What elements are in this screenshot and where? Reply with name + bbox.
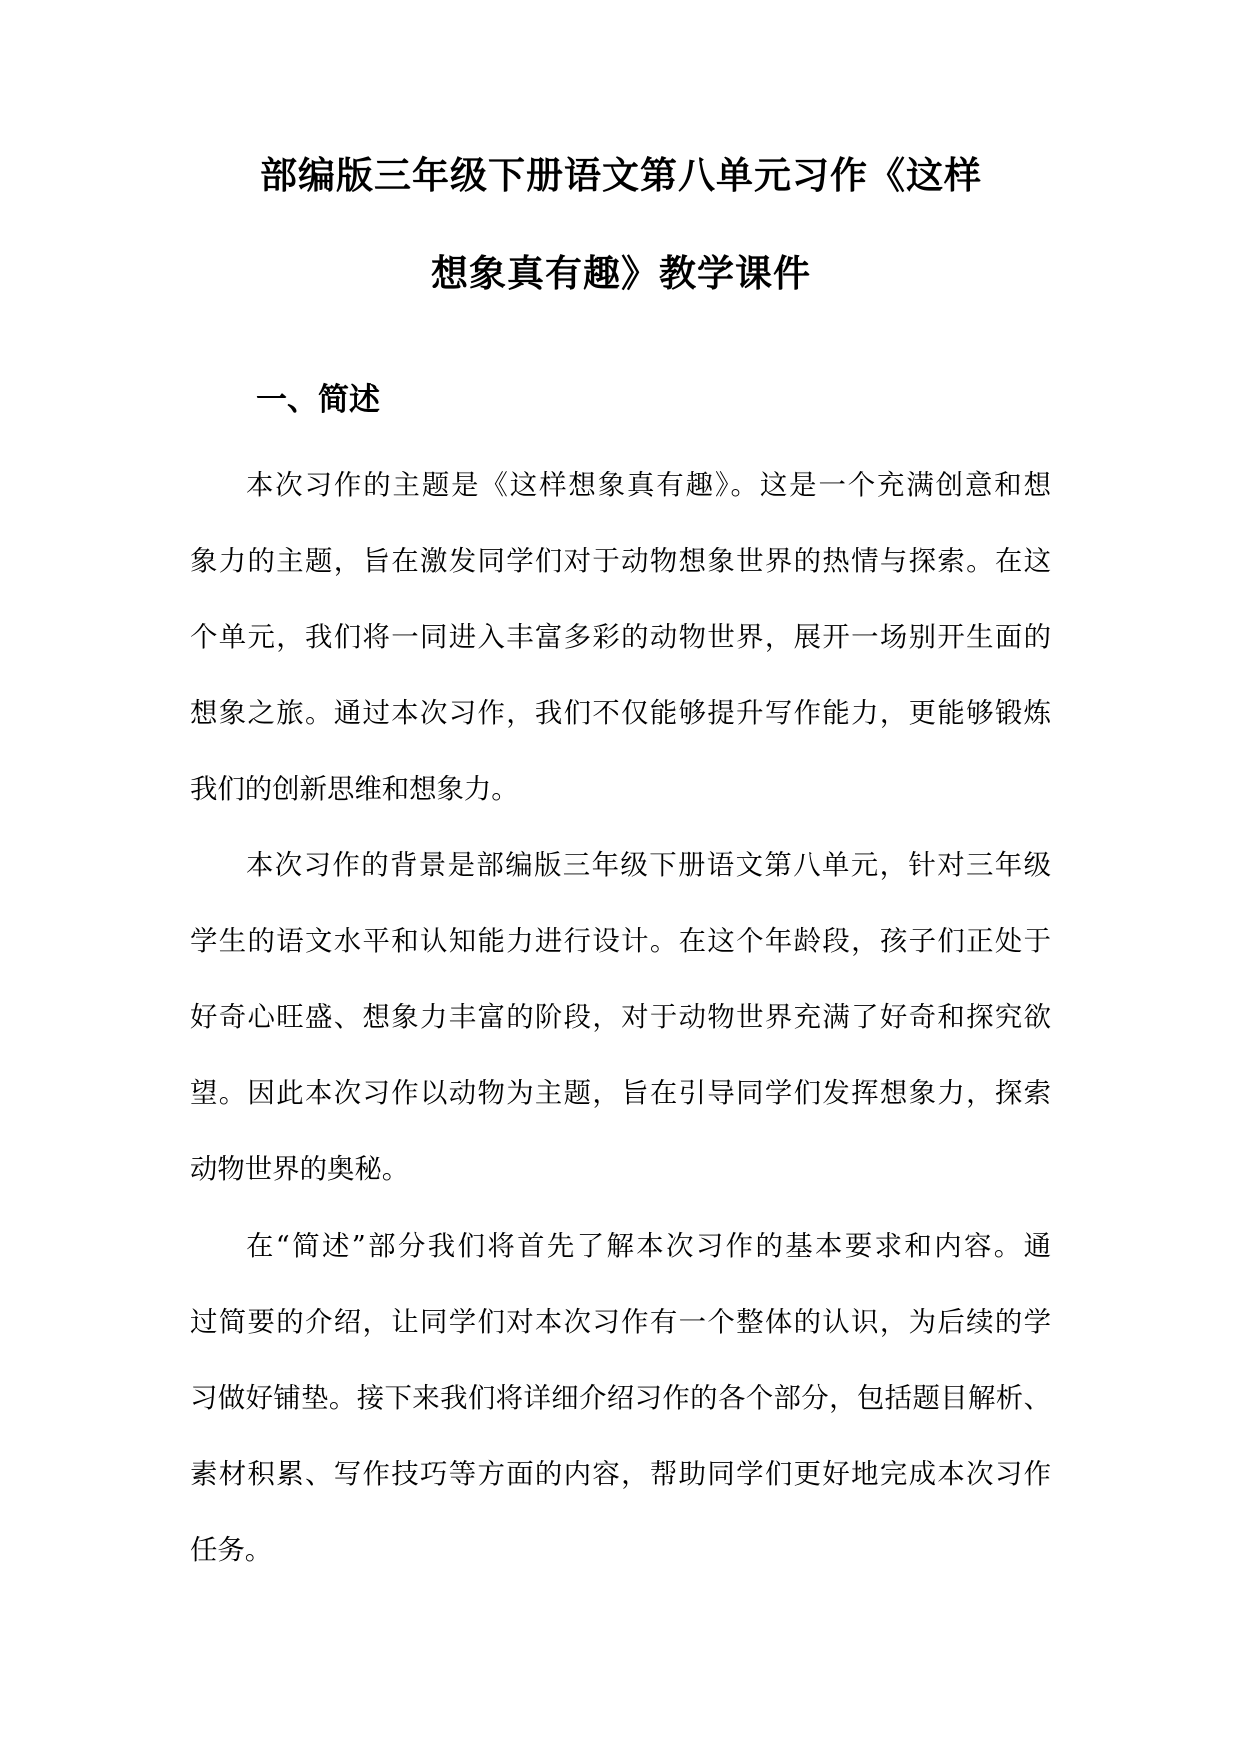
paragraph-2-line-1: 本次习作的背景是部编版三年级下册语文第八单元，针对三年级: [246, 850, 1051, 881]
paragraph-2-line-3: 好奇心旺盛、想象力丰富的阶段，对于动物世界充满了好奇和探究欲: [190, 1002, 1051, 1033]
paragraph-2-line-2: 学生的语文水平和认知能力进行设计。在这个年龄段，孩子们正处于: [190, 926, 1051, 957]
paragraph-1-line-5: 我们的创新思维和想象力。: [190, 774, 519, 805]
document-title-line-1: 部编版三年级下册语文第八单元习作《这样: [260, 153, 982, 197]
section-heading: 一、简述: [256, 382, 380, 418]
paragraph-1-line-3: 个单元，我们将一同进入丰富多彩的动物世界，展开一场别开生面的: [190, 622, 1051, 653]
paragraph-3-line-4: 素材积累、写作技巧等方面的内容，帮助同学们更好地完成本次习作: [190, 1459, 1051, 1490]
paragraph-2-line-4: 望。因此本次习作以动物为主题，旨在引导同学们发挥想象力，探索: [190, 1078, 1051, 1109]
paragraph-1-line-4: 想象之旅。通过本次习作，我们不仅能够提升写作能力，更能够锻炼: [190, 698, 1051, 729]
paragraph-3-line-2: 过简要的介绍，让同学们对本次习作有一个整体的认识，为后续的学: [190, 1307, 1051, 1338]
paragraph-2-line-5: 动物世界的奥秘。: [190, 1154, 410, 1185]
paragraph-1-line-2: 象力的主题，旨在激发同学们对于动物想象世界的热情与探索。在这: [190, 546, 1051, 577]
paragraph-1-line-1: 本次习作的主题是《这样想象真有趣》。这是一个充满创意和想: [246, 470, 1051, 501]
paragraph-3-line-1: 在“简述”部分我们将首先了解本次习作的基本要求和内容。通: [246, 1231, 1051, 1262]
paragraph-3-line-3: 习做好铺垫。接下来我们将详细介绍习作的各个部分，包括题目解析、: [190, 1383, 1051, 1414]
paragraph-3-line-5: 任务。: [190, 1535, 273, 1566]
document-title-line-2: 想象真有趣》教学课件: [431, 251, 811, 295]
